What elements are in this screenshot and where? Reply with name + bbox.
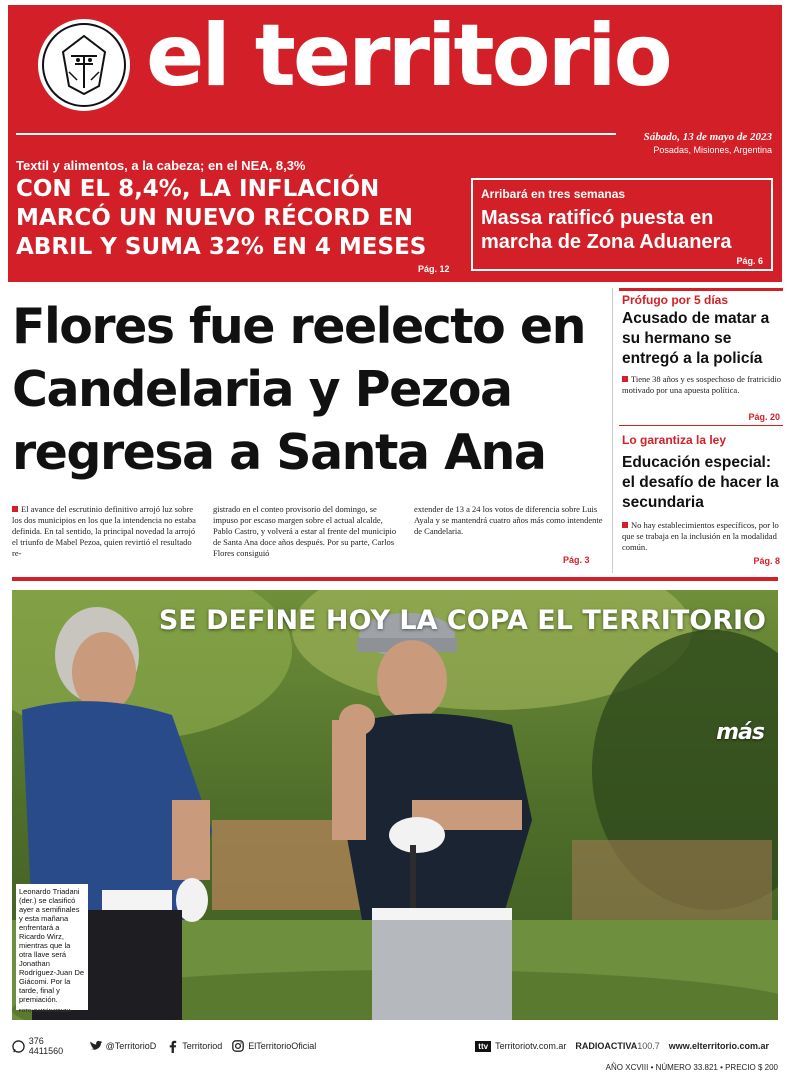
- footer: [8, 1025, 782, 1077]
- instagram-icon: [231, 1039, 245, 1053]
- radio-name: RADIOACTIVA: [575, 1041, 638, 1051]
- photo-caption: Leonardo Triadani (der.) se clasificó ayer a semifinales y esta mañana enfrentará a Ricardo Wirz, mientras que la otra llave será Jonathan Rodríguez-Juan De Giácomi. Por la tarde, final y premiación.: [19, 887, 85, 1004]
- whatsapp-number: 376 4411560: [28, 1036, 64, 1056]
- facebook-handle: Territoriod: [182, 1041, 223, 1051]
- side2-page-ref: Pág. 8: [753, 556, 780, 566]
- sidebar: [612, 288, 782, 573]
- section-separator: [12, 577, 778, 581]
- side2-body-text: No hay establecimientos específicos, por lo que se trabaja en la inclusión en la modalidad común.: [622, 520, 779, 552]
- footer-instagram[interactable]: [231, 1039, 316, 1053]
- whatsapp-icon: [12, 1039, 26, 1053]
- bullet-square-icon: [622, 522, 628, 528]
- main-headline[interactable]: Flores fue reelecto en Candelaria y Pezoa regresa a Santa Ana: [12, 298, 586, 481]
- side2-body: [622, 520, 782, 553]
- side1-body: [622, 374, 782, 396]
- side1-kicker: Prófugo por 5 días: [622, 293, 729, 307]
- logo-emblem-icon[interactable]: [38, 19, 130, 111]
- footer-ttv[interactable]: [475, 1041, 566, 1052]
- side2-kicker: Lo garantiza la ley: [622, 433, 727, 447]
- mas-section-badge[interactable]: más: [716, 720, 764, 745]
- sidebar-top-rule: [619, 288, 783, 291]
- masthead-rule: [16, 133, 616, 135]
- main-story-text-1: El avance del escrutinio definitivo arrojó luz sobre los dos municipios en los que la intendencia no estaba definida. En tal sentido, la principal novedad la arrojó el triunfo de Mabel Pezoa, quien revirtió el resultado re-: [12, 504, 196, 558]
- sidebar-divider: [619, 425, 783, 426]
- bullet-square-icon: [12, 506, 18, 512]
- edition-info: AÑO XCVIII • NÚMERO 33.821 • PRECIO $ 200: [605, 1063, 778, 1072]
- ttv-logo: ttv: [475, 1041, 491, 1052]
- newspaper-front-page: [8, 5, 782, 1077]
- footer-social-row: [12, 1035, 778, 1057]
- photo-credit: FOTO: DAMIÁN MOLINA: [19, 1008, 72, 1013]
- bullet-square-icon: [622, 376, 628, 382]
- inflation-page-ref: Pág. 12: [418, 264, 450, 274]
- instagram-handle: ElTerritorioOficial: [248, 1041, 317, 1051]
- main-story-column-1: [12, 504, 202, 559]
- aduana-page-ref: Pág. 6: [736, 256, 763, 266]
- aduana-kicker: Arribará en tres semanas: [481, 187, 626, 201]
- twitter-icon: [89, 1039, 103, 1053]
- main-story-column-3: extender de 13 a 24 los votos de diferencia sobre Luis Ayala y se mantendrá cuatro años más como intendente de Candelaria.: [414, 504, 603, 536]
- side1-page-ref: Pág. 20: [748, 412, 780, 422]
- golf-photo[interactable]: [12, 590, 778, 1020]
- footer-twitter[interactable]: [89, 1039, 157, 1053]
- issue-place: Posadas, Misiones, Argentina: [653, 145, 772, 155]
- side2-headline[interactable]: Educación especial: el desafío de hacer la secundaria: [622, 454, 779, 511]
- main-story-page-ref: Pág. 3: [563, 555, 590, 565]
- radio-frequency: 100.7: [637, 1041, 660, 1051]
- footer-website[interactable]: www.elterritorio.com.ar: [668, 1041, 769, 1051]
- footer-radio[interactable]: [575, 1041, 659, 1051]
- newspaper-title: el territorio: [146, 6, 670, 106]
- facebook-icon: [165, 1039, 179, 1053]
- photo-caption-box: [16, 884, 88, 1013]
- photo-illustration: [12, 590, 778, 1020]
- footer-whatsapp[interactable]: [12, 1036, 80, 1056]
- main-story-column-2: gistrado en el conteo provisorio del domingo, se impuso por escaso margen sobre el actual alcalde, Pablo Castro, y volverá a estar al frente del municipio de Santa Ana doce años después. Por su parte, Carlos Flores consiguió: [213, 504, 397, 558]
- side1-headline[interactable]: Acusado de matar a su hermano se entregó a la policía: [622, 310, 770, 367]
- issue-date: Sábado, 13 de mayo de 2023: [643, 131, 772, 143]
- aduana-story-box[interactable]: [471, 178, 773, 271]
- side1-body-text: Tiene 38 años y es sospechoso de fratricidio motivado por una apuesta política.: [622, 374, 782, 395]
- masthead: [8, 5, 782, 282]
- footer-facebook[interactable]: [165, 1039, 222, 1053]
- inflation-kicker: Textil y alimentos, a la cabeza; en el NEA, 8,3%: [16, 158, 306, 173]
- twitter-handle: @TerritorioD: [105, 1041, 157, 1051]
- ttv-site: Territoriotv.com.ar: [495, 1041, 567, 1051]
- aduana-headline[interactable]: Massa ratificó puesta en marcha de Zona Aduanera: [481, 207, 732, 253]
- photo-headline[interactable]: SE DEFINE HOY LA COPA EL TERRITORIO: [158, 605, 766, 636]
- inflation-headline[interactable]: CON EL 8,4%, LA INFLACIÓN MARCÓ UN NUEVO RÉCORD EN ABRIL Y SUMA 32% EN 4 MESES: [16, 176, 427, 260]
